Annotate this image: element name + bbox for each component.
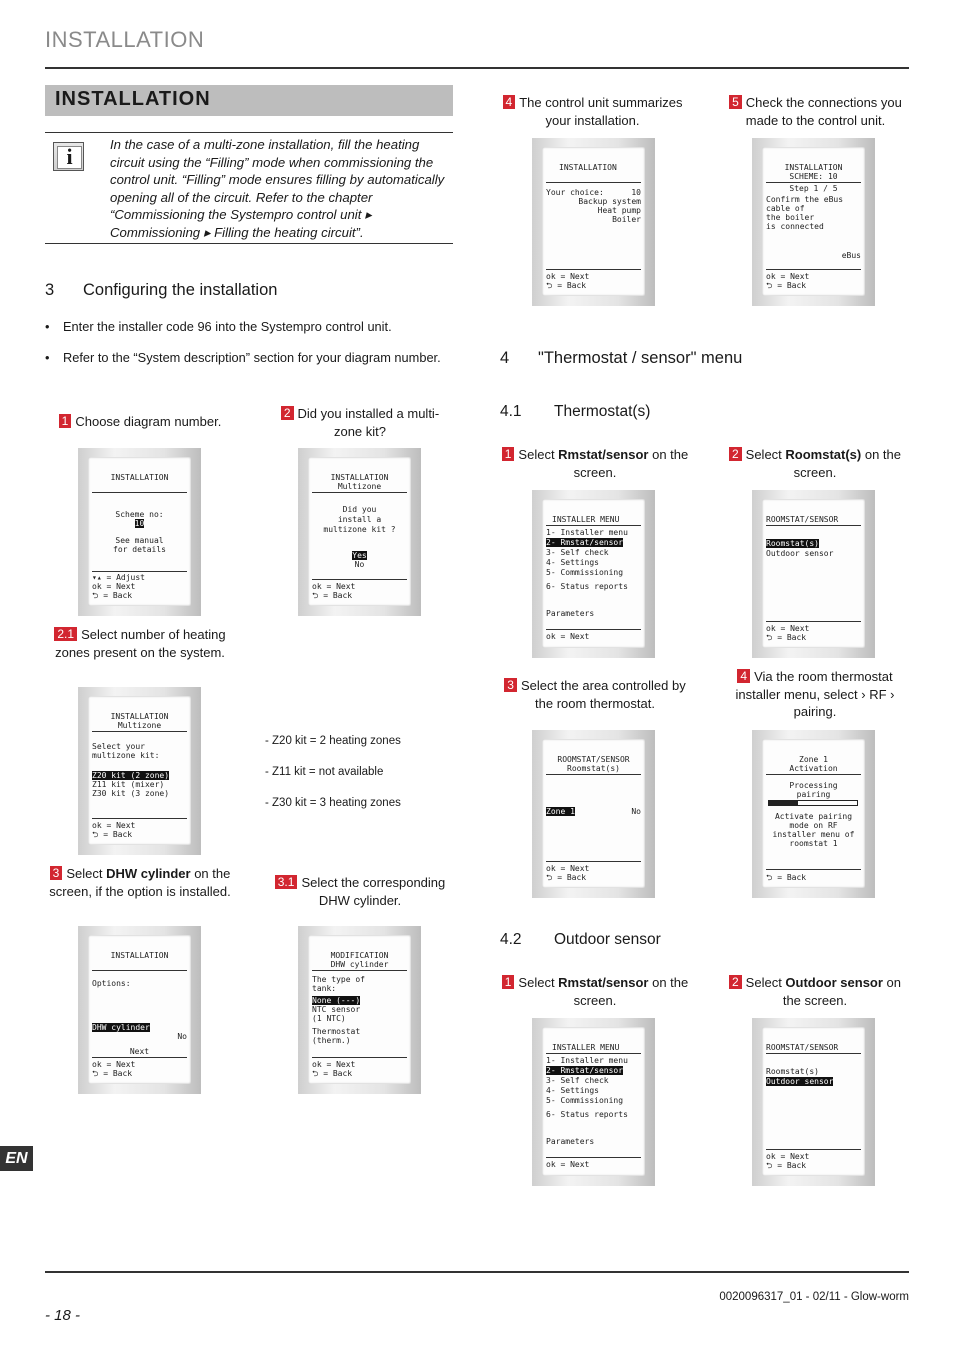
caption-step-5-connections: 5 Check the connections you made to the control unit.: [718, 94, 913, 129]
info-icon: i: [53, 142, 84, 171]
screen-multizone: INSTALLATION Multizone Did you install a multizone kit ? Yes No ok = Next ⮌ = Back: [298, 448, 421, 616]
caption-step-2-1: 2.1 Select number of heating zones present on the system.: [55, 627, 226, 660]
note-top-rule: [45, 132, 453, 133]
caption-4-2-step-1: 1 Select Rmstat/sensor on the screen.: [500, 974, 690, 1009]
caption-step-1: 1 Choose diagram number.: [45, 413, 235, 431]
caption-step-4-summary: 4 The control unit summarizes your installation.: [495, 94, 690, 129]
screen-kit-select: INSTALLATION Multizone Select your multizone kit: Z20 kit (2 zone) Z11 kit (mixer) Z30 kit (3 zone) ok = Next ⮌ = Back: [78, 687, 201, 855]
section-4-1-heading: 4.1 Thermostat(s): [500, 403, 651, 420]
caption-4-1-step-3: 3 Select the area controlled by the room thermostat.: [500, 677, 690, 712]
screen-pairing: Zone 1 Activation Processing pairing Activate pairing mode on RF installer menu of roomstat 1 ⮌ = Back: [752, 730, 875, 898]
screen-scheme-10: INSTALLATION SCHEME: 10 Step 1 / 5 Confirm the eBus cable of the boiler is connected eBus ok = Next ⮌ = Back: [752, 138, 875, 306]
kit-note-1: - Z20 kit = 2 heating zones: [265, 735, 401, 747]
caption-step-2: 2 Did you installed a multi-zone kit?: [280, 405, 440, 440]
section-title: INSTALLATION: [55, 88, 211, 110]
pairing-progress-bar: [768, 800, 858, 806]
caption-4-1-step-2: 2 Select Roomstat(s) on the screen.: [720, 446, 910, 481]
screen-roomstat-sensor: ROOMSTAT/SENSOR Roomstat(s) Outdoor sensor ok = Next ⮌ = Back: [752, 490, 875, 658]
language-tab: EN: [0, 1146, 33, 1171]
document-reference: 0020096317_01 - 02/11 - Glow-worm: [719, 1291, 909, 1303]
bullet-2: • Refer to the “System description” section for your diagram number.: [45, 350, 441, 365]
kit-note-2: - Z11 kit = not available: [265, 766, 384, 778]
header-title: INSTALLATION: [45, 27, 205, 52]
screen-scheme: INSTALLATION Scheme no: 10 See manual for details ▾▴ = Adjust ok = Next ⮌ = Back: [78, 448, 201, 616]
note-bottom-rule: [45, 243, 453, 244]
section-title-bar: [45, 85, 453, 116]
screen-outdoor-sensor: ROOMSTAT/SENSOR Roomstat(s) Outdoor sensor ok = Next ⮌ = Back: [752, 1018, 875, 1186]
screen-installer-menu: INSTALLER MENU 1- Installer menu 2- Rmstat/sensor 3- Self check 4- Settings 5- Commissioning 6- Status reports Parameters ok = Next: [532, 490, 655, 658]
screen-zone: ROOMSTAT/SENSOR Roomstat(s) Zone 1 No ok = Next ⮌ = Back: [532, 730, 655, 898]
note-text: In the case of a multi-zone installation, fill the heating circuit using the “Filling” mode when commissioning the control unit. “Filling” mode ensures filling by automatically opening all of the circuit. Refer to the chapter “Commissioning the Systempro control unit ▸ Commissioning ▸ Filling the heating circuit”.: [110, 137, 445, 240]
section-3-heading: 3 Configuring the installation: [45, 281, 278, 299]
footer-rule: [45, 1271, 909, 1273]
kit-note-3: - Z30 kit = 3 heating zones: [265, 797, 401, 809]
caption-4-1-step-1: 1 Select Rmstat/sensor on the screen.: [500, 446, 690, 481]
caption-step-3: 3 Select DHW cylinder on the screen, if the option is installed.: [49, 866, 231, 899]
section-4-2-heading: 4.2 Outdoor sensor: [500, 931, 661, 948]
screen-summary: INSTALLATION Your choice: 10 Backup system Heat pump Boiler ok = Next ⮌ = Back: [532, 138, 655, 306]
screen-dhw: MODIFICATION DHW cylinder The type of tank: None (---) NTC sensor (1 NTC) Thermostat (therm.) ok = Next ⮌ = Back: [298, 926, 421, 1094]
section-4-heading: 4 "Thermostat / sensor" menu: [500, 349, 743, 367]
screen-installer-menu-2: INSTALLER MENU 1- Installer menu 2- Rmstat/sensor 3- Self check 4- Settings 5- Commissioning 6- Status reports Parameters ok = Next: [532, 1018, 655, 1186]
caption-4-1-step-4: 4 Via the room thermostat installer menu, select › RF › pairing.: [735, 669, 895, 719]
page-number: - 18 -: [45, 1307, 81, 1324]
screen-options: INSTALLATION Options: DHW cylinder No Next ok = Next ⮌ = Back: [78, 926, 201, 1094]
caption-4-2-step-2: 2 Select Outdoor sensor on the screen.: [720, 974, 910, 1009]
caption-step-3-1: 3.1 Select the corresponding DHW cylinder.: [265, 874, 455, 909]
header-rule: [45, 67, 909, 69]
bullet-1: • Enter the installer code 96 into the Systempro control unit.: [45, 319, 392, 334]
